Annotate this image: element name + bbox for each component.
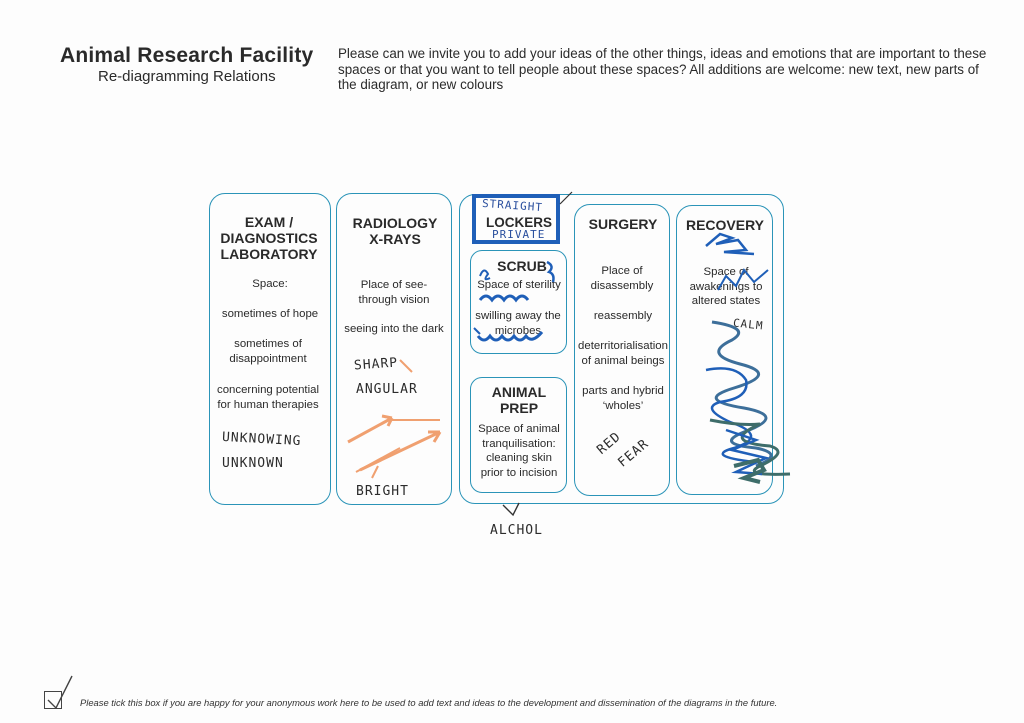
surgery-heading: SURGERY: [588, 216, 658, 232]
scrub-squiggle: [478, 332, 542, 340]
consent-checkbox[interactable]: [44, 691, 62, 709]
straight-tail-stroke: [560, 192, 572, 204]
animal-prep-line: Space of animal tranquilisation: cleaning skin prior to incision: [478, 423, 560, 479]
alcohol-arrow: [503, 503, 519, 515]
handwritten-note: SHARP: [353, 355, 399, 374]
handwritten-note: CALM: [732, 316, 765, 333]
handwritten-note: ALCHOL: [490, 523, 543, 538]
handwritten-note: RED: [594, 429, 625, 458]
exam-line: sometimes of disappointment: [229, 338, 307, 365]
scrub-line: Space of sterility: [477, 279, 561, 291]
scrub-squiggle: [547, 262, 554, 282]
scrub-squiggle: [480, 296, 528, 300]
page-title: Animal Research Facility: [60, 44, 314, 67]
handwritten-note: ANGULAR: [356, 382, 418, 397]
consent-text: Please tick this box if you are happy for your anonymous work here to be used to add text and ideas to the development and dissemination of the diagrams in the future.: [80, 697, 778, 708]
surgery-line: Place of disassembly: [590, 265, 654, 292]
invitation-text: Please can we invite you to add your ideas of the other things, ideas and emotions that are important to these spaces or that you want to tell people about these spaces? All additions are welcome: new text, new parts of the diagram, or new colours: [338, 46, 987, 92]
handwritten-note: PRIVATE: [492, 228, 546, 241]
surgery-line: reassembly: [593, 310, 653, 322]
scrub-line: swilling away the microbes: [475, 310, 561, 337]
lockers-drawn-box: [474, 196, 558, 242]
handwritten-note: FEAR: [615, 436, 653, 471]
radiology-line: seeing into the dark: [344, 323, 444, 335]
recovery-scribble: [706, 234, 754, 254]
lockers-heading: LOCKERS: [485, 215, 552, 230]
exam-line: sometimes of hope: [221, 308, 319, 320]
orange-arrow: [348, 416, 392, 442]
radiology-line: Place of see-through vision: [358, 279, 430, 306]
surgery-line: parts and hybrid ‘wholes’: [582, 385, 664, 412]
scrub-squiggle: [474, 328, 480, 334]
page-subtitle: Re-diagramming Relations: [98, 68, 276, 85]
exam-line: Space:: [252, 278, 288, 290]
exam-line: concerning potential for human therapies: [217, 384, 319, 411]
handwritten-note: UNKNOWN: [222, 456, 284, 471]
scrub-heading: SCRUB: [497, 258, 547, 274]
recovery-heading: RECOVERY: [685, 217, 765, 233]
recovery-line: Space of awakenings to altered states: [689, 266, 763, 307]
handwritten-note: UNKNOWING: [221, 429, 302, 450]
orange-arrow: [372, 466, 378, 478]
handwritten-note: BRIGHT: [356, 484, 409, 499]
scrub-squiggle: [480, 270, 490, 279]
orange-arrow: [400, 360, 412, 372]
recovery-scribble: [718, 270, 768, 290]
radiology-heading: RADIOLOGY X-RAYS: [352, 215, 438, 247]
orange-arrow: [356, 448, 400, 472]
exam-heading: EXAM / DIAGNOSTICS LABORATORY: [220, 214, 318, 262]
animal-prep-heading: ANIMAL PREP: [491, 384, 547, 416]
handwritten-note: STRAIGHT: [481, 196, 544, 215]
surgery-line: deterritorialisation of animal beings: [578, 340, 668, 367]
